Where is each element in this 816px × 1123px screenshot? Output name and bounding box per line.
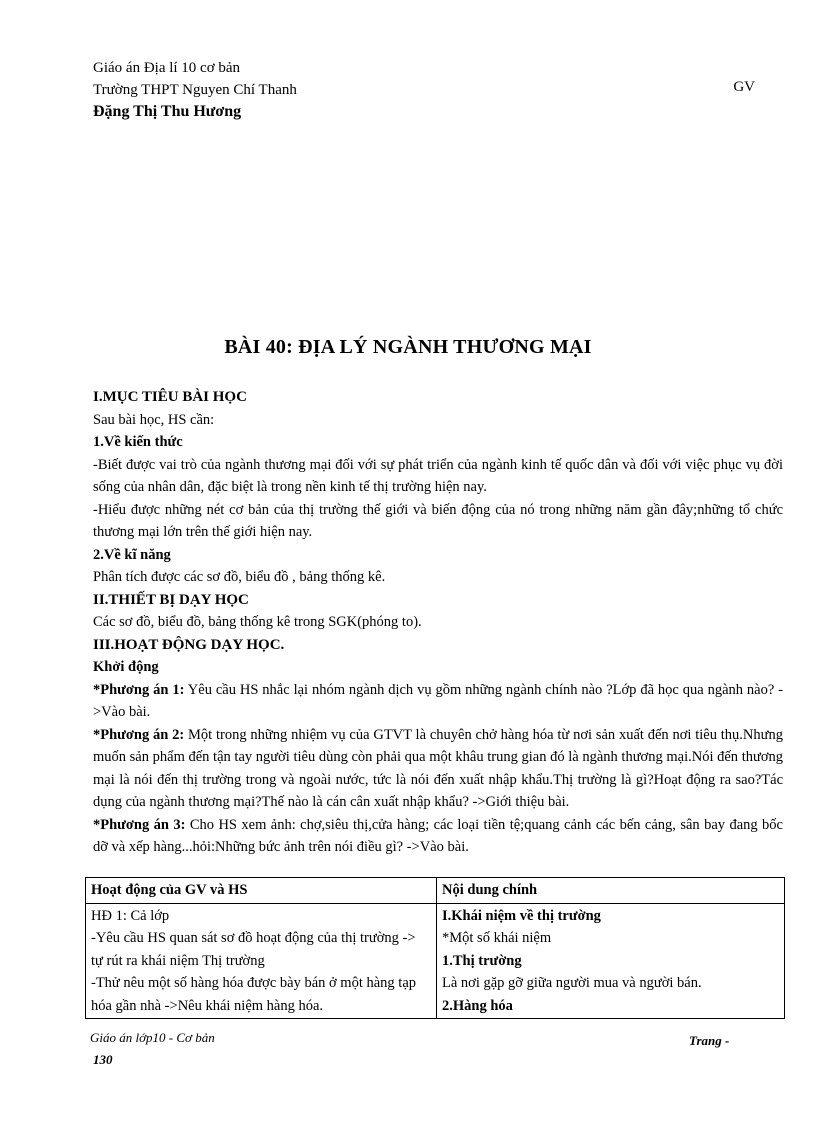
table-header-row bbox=[86, 878, 785, 904]
option-2 bbox=[93, 724, 783, 814]
table-cell-activities bbox=[86, 903, 437, 1019]
lesson-title: BÀI 40: ĐỊA LÝ NGÀNH THƯƠNG MẠI bbox=[224, 336, 592, 358]
col-header-activities: Hoạt động của GV và HS bbox=[86, 878, 437, 904]
activities-table bbox=[85, 877, 785, 1019]
knowledge-para-1: -Biết được vai trò của ngành thương mại đối với sự phát triển của ngành kinh tế quốc dân và đối với việc phục vụ đời sống của nhân dân, đặc biệt là trong nền kinh tế thị trường hiện nay. bbox=[93, 456, 783, 495]
header-course: Giáo án Địa lí 10 cơ bản bbox=[93, 60, 241, 76]
option-2-label: *Phương án 2: bbox=[93, 726, 185, 743]
col-header-content: Nội dung chính bbox=[437, 878, 785, 904]
knowledge-para-2: -Hiểu được những nét cơ bản của thị trường thế giới và biến động của nó trong những năm gần đây;những tổ chức thương mại lớn trên thế giới hiện nay. bbox=[93, 501, 783, 540]
section-objectives-heading: I.MỤC TIÊU BÀI HỌC bbox=[93, 389, 247, 405]
option-3-label: *Phương án 3: bbox=[93, 816, 186, 833]
content-concepts: *Một số khái niệm bbox=[442, 930, 552, 946]
content-market: 1.Thị trường bbox=[442, 952, 522, 969]
table-cell-content bbox=[437, 903, 785, 1019]
option-1-label: *Phương án 1: bbox=[93, 681, 185, 698]
skills-para: Phân tích được các sơ đồ, biểu đồ , bảng thống kê. bbox=[93, 569, 386, 585]
objectives-intro: Sau bài học, HS cần: bbox=[93, 411, 215, 428]
equipment-para: Các sơ đồ, biểu đồ, bảng thống kê trong SGK(phóng to). bbox=[93, 614, 422, 630]
activity-line-1: -Yêu cầu HS quan sát sơ đồ hoạt động của thị trường -> tự rút ra khái niệm Thị trường bbox=[91, 930, 416, 969]
content-heading-market: I.Khái niệm về thị trường bbox=[442, 907, 601, 924]
skills-heading: 2.Về kĩ năng bbox=[93, 546, 171, 563]
activity-line-2: -Thử nêu một số hàng hóa được bày bán ở một hàng tạp hóa gần nhà ->Nêu khái niệm hàng hóa. bbox=[91, 975, 417, 1014]
option-1 bbox=[93, 679, 783, 724]
header-teacher: Đặng Thị Thu Hương bbox=[93, 103, 242, 120]
table-row bbox=[86, 903, 785, 1019]
activity-hd1: HĐ 1: Cả lớp bbox=[91, 907, 170, 924]
page-header bbox=[93, 57, 763, 123]
option-2-text: Một trong những nhiệm vụ của GTVT là chuyên chở hàng hóa từ nơi sản xuất đến nơi tiêu thụ.Nhưng muốn sản phẩm đến tận tay người tiêu dùng còn phải qua một khâu trung gian đó là ngành thương mại.Nói đến thương mại là nói đến thị trường trong và ngoài nước, tức là nói đến xuất nhập khẩu.Thị trường là gì?Hoạt động ra sao?Tác dụng của ngành thương mại?Thế nào là cán cân xuất nhập khẩu? ->Giới thiệu bài. bbox=[93, 726, 783, 810]
option-3 bbox=[93, 814, 783, 859]
section-activities-heading: III.HOẠT ĐỘNG DẠY HỌC. bbox=[93, 636, 285, 653]
option-3-text: Cho HS xem ảnh: chợ,siêu thị,cửa hàng; các loại tiền tệ;quang cảnh các bến cảng, sân bay đang bốc dỡ và xếp hàng...hỏi:Những bức ảnh trên nói điều gì? ->Vào bài. bbox=[93, 816, 783, 855]
knowledge-heading: 1.Về kiến thức bbox=[93, 434, 183, 450]
section-equipment-heading: II.THIẾT BỊ DẠY HỌC bbox=[93, 591, 249, 608]
option-1-text: Yêu cầu HS nhắc lại nhóm ngành dịch vụ gồm những ngành chính nào ?Lớp đã học qua ngành nào? ->Vào bài. bbox=[93, 681, 784, 720]
header-school: Trường THPT Nguyen Chí Thanh bbox=[93, 82, 297, 98]
footer-page-number: 130 bbox=[93, 1052, 113, 1067]
warmup-heading: Khởi động bbox=[93, 659, 159, 675]
content-market-def: Là nơi gặp gỡ giữa người mua và người bán. bbox=[442, 975, 702, 991]
content-goods: 2.Hàng hóa bbox=[442, 997, 513, 1014]
footer-page-label: Trang - bbox=[689, 1033, 730, 1048]
lesson-content bbox=[93, 386, 783, 859]
header-gv: GV bbox=[733, 79, 755, 95]
footer-course: Giáo án lớp10 - Cơ bản bbox=[90, 1030, 215, 1045]
